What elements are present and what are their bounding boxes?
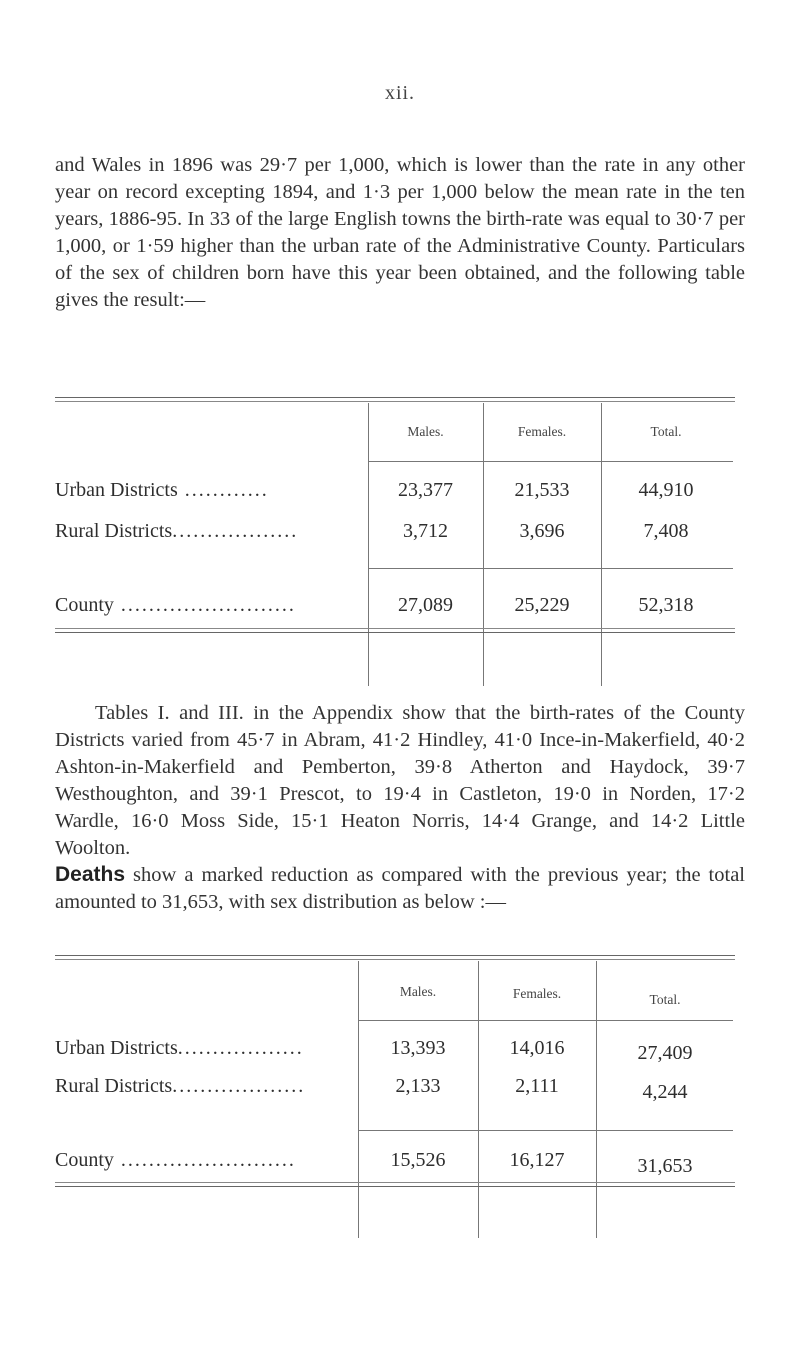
- deaths-row-label: [55, 1037, 353, 1060]
- births-urban-males: 23,377: [398, 479, 453, 501]
- deaths-header-males: Males.: [399, 984, 437, 999]
- leader-dots: ...................: [172, 1075, 306, 1097]
- leader-dots: .........................: [113, 594, 296, 616]
- births-table-bottom-rule-2: [55, 632, 735, 633]
- births-row-label-text: Urban Districts: [55, 479, 178, 501]
- births-rural-total: 7,408: [643, 520, 689, 542]
- deaths-urban-females: 14,016: [509, 1037, 565, 1059]
- deaths-row-label: [55, 1075, 353, 1098]
- births-header-females: Females.: [517, 424, 567, 439]
- births-table-top-rule: [55, 397, 735, 398]
- births-urban-females: 21,533: [514, 479, 570, 501]
- deaths-county-females: 16,127: [509, 1149, 565, 1171]
- deaths-table-bottom-rule-2: [55, 1186, 735, 1187]
- deaths-rural-males: 2,133: [395, 1075, 441, 1097]
- deaths-col-divider-2: [478, 961, 479, 1238]
- births-rural-males: 3,712: [403, 520, 448, 542]
- deaths-rural-females: 2,111: [515, 1075, 559, 1097]
- births-row-label: [55, 594, 363, 617]
- deaths-header-total: Total.: [649, 992, 681, 1007]
- leader-dots: ..................: [177, 1037, 304, 1059]
- births-table-bottom-rule: [55, 628, 735, 629]
- births-col-divider-2: [483, 403, 484, 686]
- deaths-county-males: 15,526: [390, 1149, 446, 1171]
- deaths-intro-text: show a marked reduction as compared with the previous year; the total amounted to 31,653, with sex distribution as below :—: [55, 864, 745, 913]
- deaths-row-label-text: County: [55, 1149, 114, 1171]
- deaths-lead-word: Deaths: [55, 863, 126, 886]
- births-county-females: 25,229: [514, 594, 570, 616]
- births-col-divider-1: [368, 403, 369, 686]
- births-rural-females: 3,696: [519, 520, 565, 542]
- births-county-males: 27,089: [398, 594, 453, 616]
- deaths-urban-total: 27,409: [637, 1042, 693, 1064]
- deaths-total-rule: [358, 1130, 733, 1131]
- leader-dots: ..................: [172, 520, 299, 542]
- births-row-label-text: County: [55, 594, 114, 616]
- births-header-males: Males.: [407, 424, 444, 439]
- deaths-rural-total: 4,244: [642, 1081, 688, 1103]
- deaths-row-label: [55, 1149, 353, 1172]
- deaths-col-divider-1: [358, 961, 359, 1238]
- births-urban-total: 44,910: [638, 479, 694, 501]
- paragraph-birth-rates: Tables I. and III. in the Appendix show that the birth-rates of the County Districts varied from 45·7 in Abram, 41·2 Hindley, 41·0 Ince-in-Makerfield, 40·2 Ashton-in-Makerfield and Pemberton, 39·8 Atherton and Haydock, 39·7 Westhoughton, and 39·1 Prescot, to 19·4 in Castleton, 19·0 in Norden, 17·2 Wardle, 16·0 Moss Side, 15·1 Heaton Norris, 14·4 Grange, and 14·2 Little Woolton.: [55, 702, 745, 859]
- deaths-row-label-text: Rural Districts: [55, 1075, 173, 1097]
- page-number: xii.: [384, 82, 416, 104]
- births-row-label-text: Rural Districts: [55, 520, 173, 542]
- paragraph-deaths-intro: [55, 861, 745, 916]
- deaths-county-total: 31,653: [637, 1155, 693, 1177]
- deaths-header-females: Females.: [512, 986, 562, 1001]
- leader-dots: .........................: [113, 1149, 296, 1171]
- births-col-divider-3: [601, 403, 602, 686]
- births-header-total: Total.: [650, 424, 682, 439]
- births-row-label: [55, 479, 363, 502]
- deaths-table-bottom-rule: [55, 1182, 735, 1183]
- deaths-row-label-text: Urban Districts: [55, 1037, 178, 1059]
- deaths-table-top-rule-2: [55, 959, 735, 960]
- births-row-label: [55, 520, 363, 543]
- deaths-urban-males: 13,393: [390, 1037, 446, 1059]
- births-header-rule: [368, 461, 733, 462]
- births-county-total: 52,318: [638, 594, 694, 616]
- deaths-header-rule: [358, 1020, 733, 1021]
- paragraph-births-intro: and Wales in 1896 was 29·7 per 1,000, which is lower than the rate in any other year on record excepting 1894, and 1·3 per 1,000 below the mean rate in the ten years, 1886-95. In 33 of the large English towns the birth-rate was equal to 30·7 per 1,000, or 1·59 higher than the urban rate of the Administrative County. Particulars of the sex of children born have this year been obtained, and the following table gives the result:—: [55, 154, 745, 311]
- leader-dots: ............: [177, 479, 269, 501]
- births-total-rule: [368, 568, 733, 569]
- births-table-top-rule-2: [55, 401, 735, 402]
- deaths-table-top-rule: [55, 955, 735, 956]
